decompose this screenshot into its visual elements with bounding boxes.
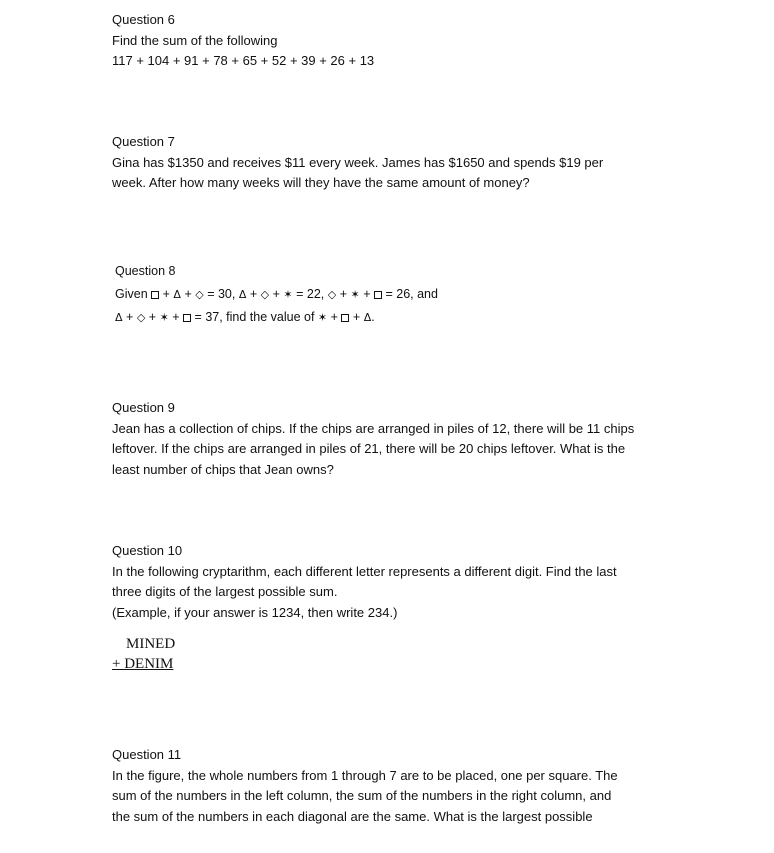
diamond-icon: ◇ [195,288,204,301]
cryptarithm-addend-2: + DENIM [112,656,174,672]
question-10 [112,541,672,623]
question-9-title: Question 9 [112,400,175,415]
diamond-icon: ◇ [327,288,337,301]
star-icon: ✶ [317,311,328,324]
equation-4-result: = 37, find the value of [194,310,315,324]
square-icon [151,291,159,299]
question-11-text-line-2: sum of the numbers in the left column, the sum of the numbers in the right column, and [112,788,612,803]
plus-sign: + [148,310,157,324]
plus-sign: + [162,287,170,301]
star-icon: ✶ [350,288,360,301]
question-7 [112,132,672,194]
diamond-icon: ◇ [260,288,270,301]
plus-sign: + [249,287,258,301]
triangle-icon: Δ [238,288,247,301]
triangle-icon: Δ [115,311,123,324]
question-10-title: Question 10 [112,543,183,558]
question-8-line-1 [115,283,675,306]
question-8-line-2 [115,306,675,329]
plus-sign: + [272,287,280,301]
square-icon [341,314,349,322]
question-7-text-line-2: week. After how many weeks will they have the same amount of money? [112,175,530,190]
question-11-text-line-3: the sum of the numbers in each diagonal are the same. What is the largest possible [112,808,593,824]
question-6-title: Question 6 [112,12,175,27]
question-11 [112,745,672,827]
plus-sign: + [363,287,371,301]
question-7-text-line-1: Gina has $1350 and receives $11 every week. James has $1650 and spends $19 per [112,154,604,170]
equation-3-result: = 26, and [385,287,438,301]
plus-sign: + [352,310,361,324]
question-11-title: Question 11 [112,747,182,762]
plus-sign: + [126,310,134,324]
sentence-end: . [371,310,375,324]
equation-1-result: = 30, [207,287,236,301]
star-icon: ✶ [159,311,169,324]
plus-sign: + [184,287,192,301]
triangle-icon: Δ [173,288,181,301]
square-icon [374,291,382,299]
question-10-text-line-2: three digits of the largest possible sum. [112,584,338,599]
question-9 [112,398,672,480]
question-11-text-line-1: In the figure, the whole numbers from 1 through 7 are to be placed, one per square. The [112,767,618,783]
cryptarithm-addend-1: MINED [126,636,176,652]
question-6-expression: 117 + 104 + 91 + 78 + 65 + 52 + 39 + 26 + 13 [112,53,375,68]
question-8 [115,260,675,329]
question-8-title: Question 8 [115,264,176,278]
question-9-text-line-3: least number of chips that Jean owns? [112,461,334,477]
question-6 [112,10,672,72]
diamond-icon: ◇ [136,311,146,324]
plus-sign: + [339,287,347,301]
triangle-icon: Δ [363,311,372,324]
plus-sign: + [172,310,180,324]
question-10-text-line-1: In the following cryptarithm, each different letter represents a different digit. Find the last [112,563,617,579]
cryptarithm [112,634,175,674]
square-icon [183,314,191,322]
question-9-text-line-2: leftover. If the chips are arranged in piles of 21, there will be 20 chips leftover. What is the [112,441,626,456]
question-10-example: (Example, if your answer is 1234, then write 234.) [112,604,398,620]
equation-2-result: = 22, [296,287,325,301]
given-label: Given [115,287,148,301]
question-9-text-line-1: Jean has a collection of chips. If the chips are arranged in piles of 12, there will be 11 chips [112,420,635,436]
question-7-title: Question 7 [112,134,175,149]
question-6-text: Find the sum of the following [112,32,278,48]
star-icon: ✶ [283,288,293,301]
plus-sign: + [330,310,338,324]
